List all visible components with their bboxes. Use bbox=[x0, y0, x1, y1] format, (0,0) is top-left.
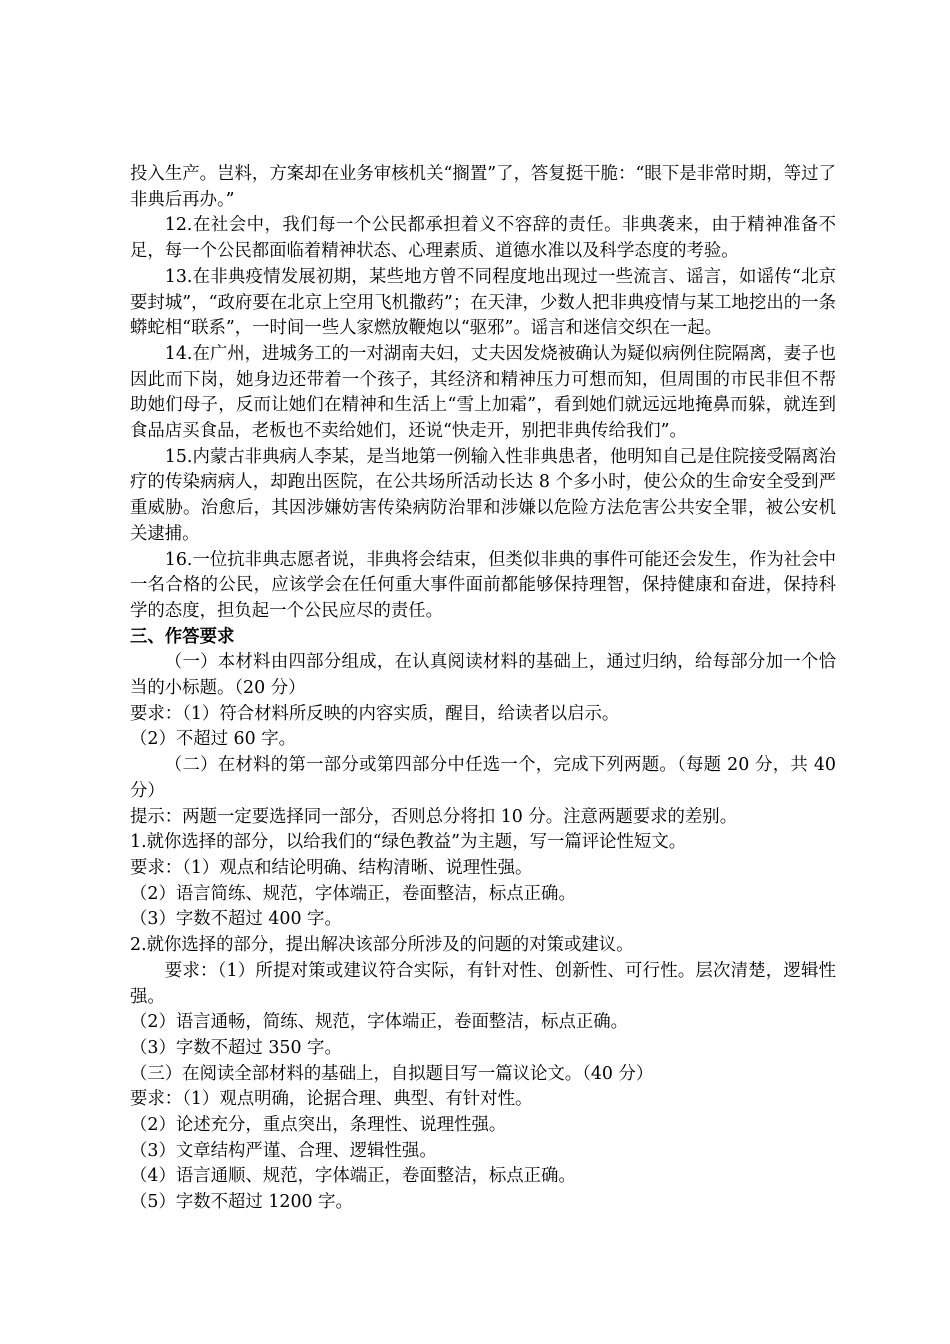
question-2-hint: 提示：两题一定要选择同一部分，否则总分将扣 10 分。注意两题要求的差别。 bbox=[130, 806, 738, 827]
paragraph-12: 12.在社会中，我们每一个公民都承担着义不容辞的责任。非典袭来，由于精神准备不足，每一个公民都面临着精神状态、心理素质、道德水准以及科学态度的考验。 bbox=[130, 215, 836, 262]
question-1: （一）本材料由四部分组成，在认真阅读材料的基础上，通过归纳，给每部分加一个恰当的小标题。（20 分） bbox=[130, 652, 836, 699]
document-page bbox=[130, 162, 836, 1216]
question-3-requirement-4: （4）语言通顺、规范，字体端正，卷面整洁，标点正确。 bbox=[130, 1166, 576, 1187]
question-3-requirement-1: 要求：（1）观点明确，论据合理、典型、有针对性。 bbox=[130, 1089, 533, 1110]
question-2-1-requirement-3: （3）字数不超过 400 字。 bbox=[130, 909, 342, 930]
paragraph-15: 15.内蒙古非典病人李某，是当地第一例输入性非典患者，他明知自己是住院接受隔离治疗的传染病病人，却跑出医院，在公共场所活动长达 8 个多小时，使公众的生命安全受到严重威胁。治愈后，其因涉嫌妨害传染病防治罪和涉嫌以危险方法危害公共安全罪，被公安机关逮捕。 bbox=[130, 446, 836, 544]
question-2-1: 1.就你选择的部分，以给我们的“绿色教益”为主题，写一篇评论性短文。 bbox=[130, 832, 687, 853]
question-3-requirement-2: （2）论述充分，重点突出，条理性、说理性强。 bbox=[130, 1115, 507, 1136]
question-1-requirement-1: 要求：（1）符合材料所反映的内容实质，醒目，给读者以启示。 bbox=[130, 703, 620, 724]
question-2-2-requirement-1: 要求：（1）所提对策或建议符合实际，有针对性、创新性、可行性。层次清楚，逻辑性强。 bbox=[130, 960, 836, 1007]
question-1-requirement-2: （2）不超过 60 字。 bbox=[130, 729, 296, 750]
question-3: （三）在阅读全部材料的基础上，自拟题目写一篇议论文。（40 分） bbox=[130, 1063, 654, 1084]
question-2-2-requirement-2: （2）语言通畅，简练、规范，字体端正，卷面整洁，标点正确。 bbox=[130, 1012, 629, 1033]
question-2: （二）在材料的第一部分或第四部分中任选一个，完成下列两题。（每题 20 分，共 40 分） bbox=[130, 755, 836, 801]
question-2-2: 2.就你选择的部分，提出解决该部分所涉及的问题的对策或建议。 bbox=[130, 935, 634, 956]
question-2-1-requirement-1: 要求：（1）观点和结论明确、结构清晰、说理性强。 bbox=[130, 857, 533, 878]
question-3-requirement-3: （3）文章结构严谨、合理、逻辑性强。 bbox=[130, 1140, 437, 1161]
paragraph-16: 16.一位抗非典志愿者说，非典将会结束，但类似非典的事件可能还会发生，作为社会中一名合格的公民，应该学会在任何重大事件面前都能够保持理智，保持健康和奋进，保持科学的态度，担负起一个公民应尽的责任。 bbox=[130, 549, 836, 621]
section-heading: 三、作答要求 bbox=[130, 626, 235, 647]
question-2-2-requirement-3: （3）字数不超过 350 字。 bbox=[130, 1037, 342, 1058]
paragraph-14: 14.在广州，进城务工的一对湖南夫妇，丈夫因发烧被确认为疑似病例住院隔离，妻子也因此而下岗，她身边还带着一个孩子，其经济和精神压力可想而知，但周围的市民非但不帮助她们母子，反而让她们在精神和生活上“雪上加霜”，看到她们就远远地掩鼻而躲，就连到食品店买食品，老板也不卖给她们，还说“快走开，别把非典传给我们”。 bbox=[130, 343, 836, 442]
question-2-1-requirement-2: （2）语言简练、规范，字体端正，卷面整洁，标点正确。 bbox=[130, 883, 576, 904]
paragraph-13: 13.在非典疫情发展初期，某些地方曾不同程度地出现过一些流言、谣言，如谣传“北京要封城”，“政府要在北京上空用飞机撒药”；在天津，少数人把非典疫情与某工地挖出的一条蟒蛇相“联系”，一时间一些人家燃放鞭炮以“驱邪”。谣言和迷信交织在一起。 bbox=[130, 266, 836, 339]
paragraph-continuation: 投入生产。岂料，方案却在业务审核机关“搁置”了，答复挺干脆：“眼下是非常时期，等过了非典后再办。” bbox=[130, 164, 836, 210]
question-3-requirement-5: （5）字数不超过 1200 字。 bbox=[130, 1192, 353, 1213]
